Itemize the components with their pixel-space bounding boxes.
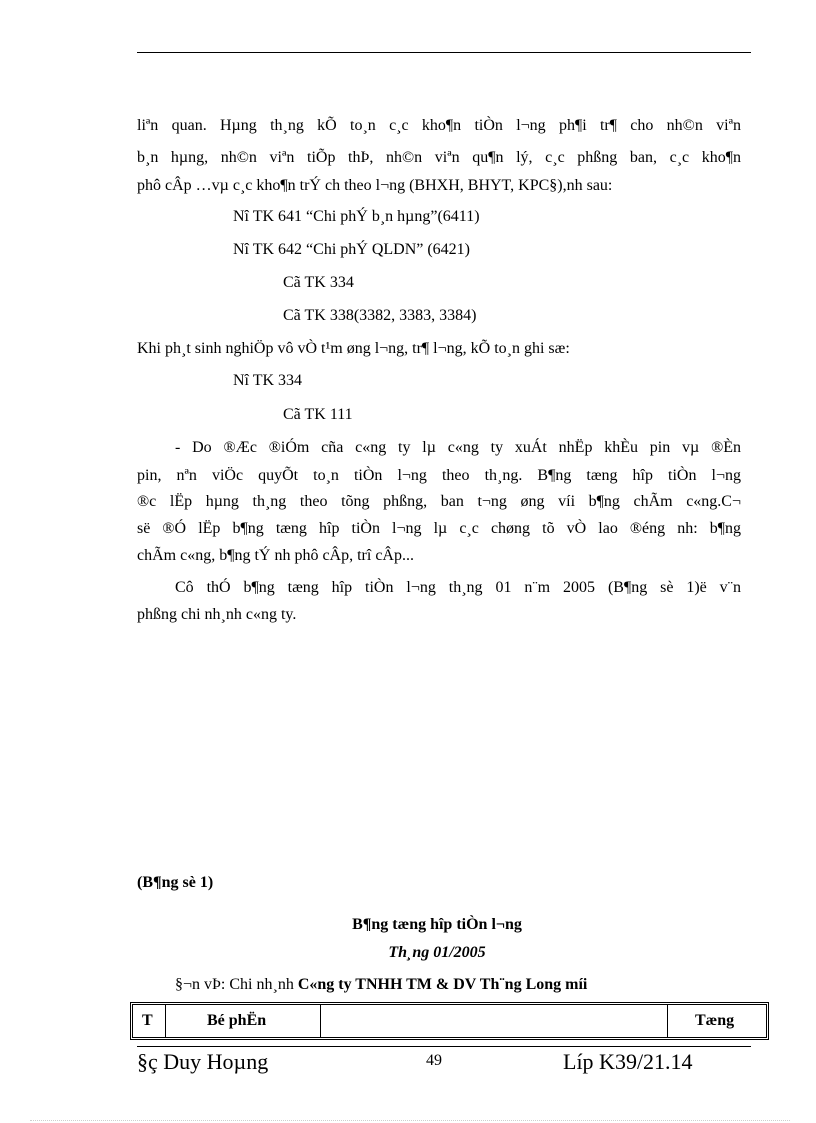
body-line-9: Nî TK 334 (233, 372, 303, 389)
unit-name: C«ng ty TNHH TM & DV Th¨ng Long míi (297, 976, 588, 993)
body-line-5: Nî TK 642 “Chi phÝ QLDN” (6421) (233, 241, 471, 258)
header-rule (137, 52, 751, 53)
body-line-12: pin, nªn viÖc quyÕt to¸n tiÒn l¬ng theo th¸ng. B¶ng tæng hîp tiÒn l¬ng (137, 467, 741, 484)
footer-class: Líp K39/21.14 (563, 1049, 693, 1074)
summary-table-header (130, 1002, 769, 1040)
unit-prefix: §¬n vÞ: Chi nh¸nh (175, 976, 298, 993)
table-subtitle: Th¸ng 01/2005 (388, 944, 486, 961)
header-cell-blank (321, 1005, 668, 1037)
footer-rule (137, 1046, 751, 1047)
header-cell-total: Tæng (695, 1012, 735, 1029)
unit-line (175, 975, 587, 995)
body-line-10: Cã TK 111 (283, 406, 353, 423)
body-line-11: - Do ®Æc ®iÓm cña c«ng ty lµ c«ng ty xuÁt nhËp khÈu pin vµ ®Èn (175, 439, 741, 456)
page-bottom-dotted-edge (30, 1120, 790, 1121)
table-title: B¶ng tæng hîp tiÒn l¬ng (352, 916, 522, 933)
body-line-14: së ®Ó lËp b¶ng tæng hîp tiÒn l¬ng lµ c¸c chøng tõ vÒ lao ®éng nh: b¶ng (137, 520, 741, 537)
body-line-16: Cô thÓ b¶ng tæng hîp tiÒn l¬ng th¸ng 01 n¨m 2005 (B¶ng sè 1)ë v¨n (175, 579, 741, 596)
body-line-13: ®c lËp hµng th¸ng theo tõng phßng, ban t¬ng øng víi b¶ng chÃm c«ng.C¬ (137, 493, 741, 510)
body-line-7: Cã TK 338(3382, 3383, 3384) (283, 307, 477, 324)
body-line-3: phô cÂp …vµ c¸c kho¶n trÝ ch theo l¬ng (BHXH, BHYT, KPC§),nh sau: (137, 177, 613, 194)
header-cell-department: Bé phËn (166, 1005, 321, 1037)
header-cell-stt: T (133, 1005, 166, 1037)
body-line-2: b¸n hµng, nh©n viªn tiÕp thÞ, nh©n viªn qu¶n lý, c¸c phßng ban, c¸c kho¶n (137, 149, 741, 166)
table-label: (B¶ng sè 1) (137, 874, 214, 891)
body-line-15: chÃm c«ng, b¶ng tÝ nh phô cÂp, trî cÂp... (137, 547, 414, 564)
body-line-4: Nî TK 641 “Chi phÝ b¸n hµng”(6411) (233, 208, 480, 225)
footer-author: §ç Duy Hoµng (137, 1049, 269, 1074)
footer-page-number: 49 (426, 1052, 442, 1069)
body-line-8: Khi ph¸t sinh nghiÖp vô vÒ t¹m øng l¬ng, tr¶ l¬ng, kÕ to¸n ghi sæ: (137, 340, 570, 357)
body-line-1: liªn quan. Hµng th¸ng kÕ to¸n c¸c kho¶n tiÒn l¬ng ph¶i tr¶ cho nh©n viªn (137, 117, 741, 134)
body-line-6: Cã TK 334 (283, 274, 354, 291)
body-line-17: phßng chi nh¸nh c«ng ty. (137, 606, 297, 623)
